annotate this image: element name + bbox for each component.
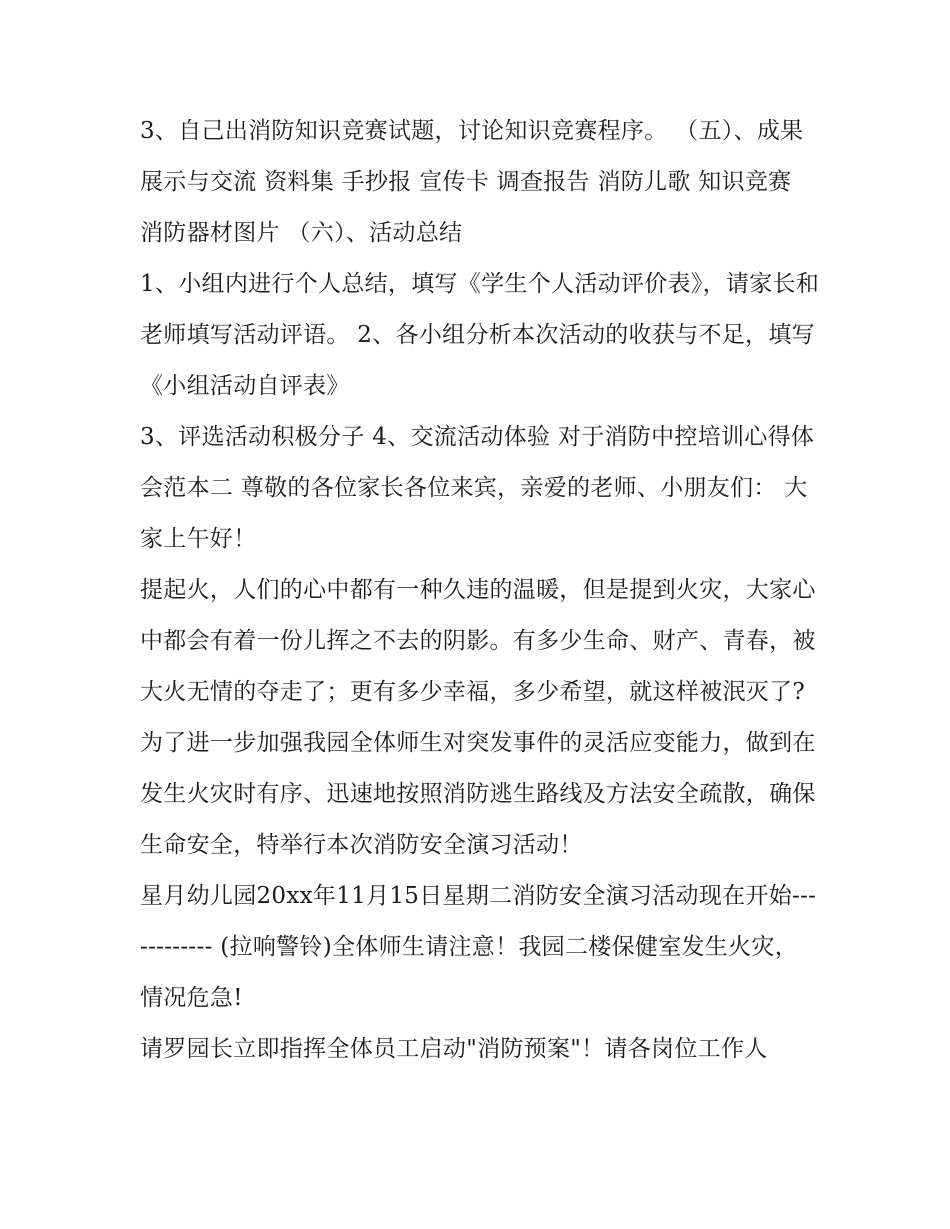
paragraph-speech-opening: 3、评选活动积极分子 4、交流活动体验 对于消防中控培训心得体会范本二 尊敬的各位家长各位来宾，亲爱的老师、小朋友们： 大家上午好！: [140, 424, 815, 552]
paragraph-competition-activity-summary: 3、自己出消防知识竞赛试题，讨论知识竞赛程序。 （五）、成果展示与交流 资料集 手抄报 宣传卡 调查报告 消防儿歌 知识竞赛 消防器材图片 （六）、活动总结: [140, 118, 804, 246]
paragraph-emergency-plan: 请罗园长立即指挥全体员工启动"消防预案"！请各岗位工作人: [140, 1036, 768, 1062]
document-body: [140, 106, 820, 1075]
paragraph-drill-purpose: 为了进一步加强我园全体师生对突发事件的灵活应变能力，做到在发生火灾时有序、迅速地按照消防逃生路线及方法安全疏散，确保生命安全，特举行本次消防安全演习活动！: [140, 730, 816, 858]
paragraph-group-summary: 1、小组内进行个人总结，填写《学生个人活动评价表》，请家长和老师填写活动评语。 2、各小组分析本次活动的收获与不足，填写《小组活动自评表》: [140, 271, 820, 399]
paragraph-drill-start: 星月幼儿园20xx年11月15日星期二消防安全演习活动现在开始------------ (拉响警铃)全体师生请注意！我园二楼保健室发生火灾，情况危急!: [140, 883, 817, 1011]
paragraph-fire-reflection: 提起火，人们的心中都有一种久违的温暖，但是提到火灾，大家心中都会有着一份儿挥之不去的阴影。有多少生命、财产、青春，被大火无情的夺走了；更有多少幸福，多少希望，就这样被泯灭了?: [140, 577, 816, 705]
